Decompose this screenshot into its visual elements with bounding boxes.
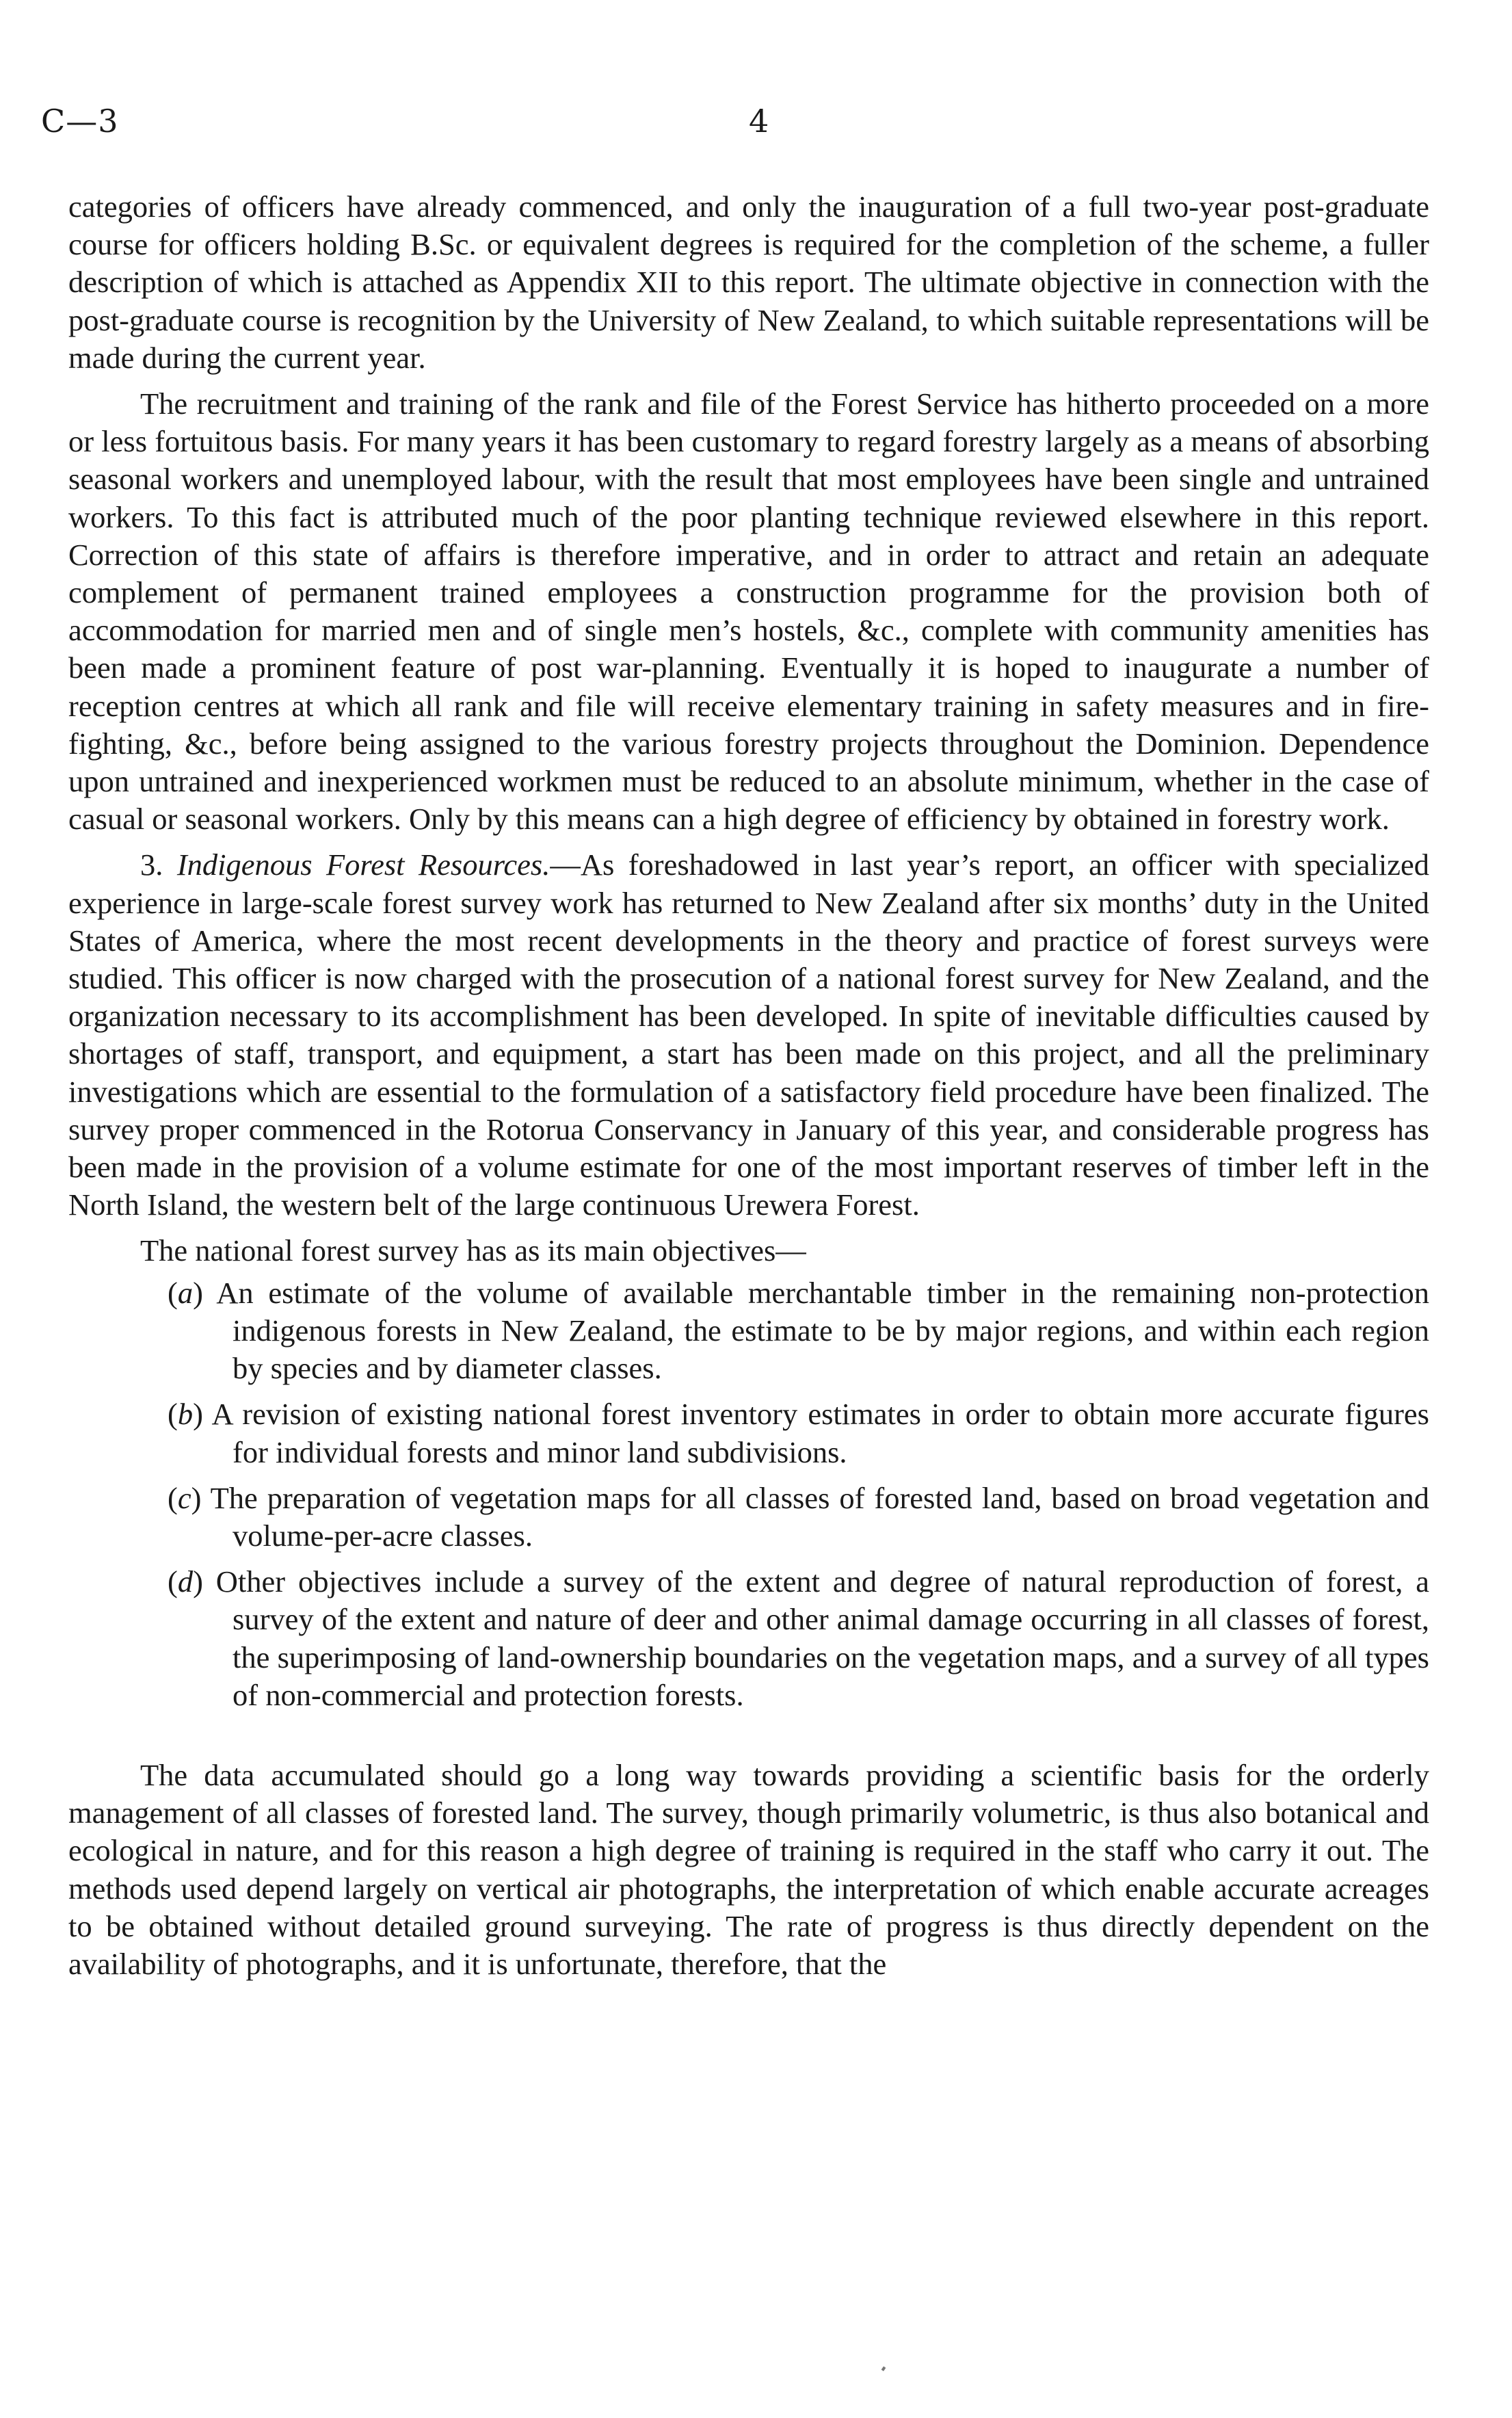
objectives-list bbox=[68, 1274, 1429, 1714]
objective-item bbox=[68, 1395, 1429, 1471]
paragraph-objectives-intro: The national forest survey has as its main objectives— bbox=[140, 1233, 806, 1268]
objective-label: (b) bbox=[168, 1397, 203, 1432]
objective-text: Other objectives include a survey of the extent and degree of natural reproduction of forest, a survey of the extent and nature of deer and other animal damage occurring in all classes of forest, the superimposing of land-ownership boundaries on the vegetation maps, and a survey of all types of non-commercial and protection forests. bbox=[215, 1564, 1429, 1712]
objective-label: (a) bbox=[168, 1275, 203, 1310]
objective-item bbox=[68, 1563, 1429, 1714]
objective-text: A revision of existing national forest inventory estimates in order to obtain more accurate figures for individual forests and minor land subdivisions. bbox=[211, 1397, 1429, 1469]
objective-label: (d) bbox=[168, 1564, 203, 1599]
objective-item bbox=[68, 1480, 1429, 1555]
section-body: —As foreshadowed in last year’s report, an officer with specialized experience in large-scale forest survey work has returned to New Zealand after six months’ duty in the United States of America, where the most recent developments in the theory and practice of forest surveys were studied. This officer is now charged with the prosecution of a national forest survey for New Zealand, and the organization necessary to its accomplishment has been developed. In spite of inevitable difficulties caused by shortages of staff, transport, and equipment, a start has been made on this project, and all the preliminary investigations which are essential to the formulation of a satisfactory field procedure have been finalized. The survey proper commenced in the Rotorua Conservancy in January of this year, and considerable progress has been made in the provision of a volume estimate for one of the most important reserves of timber left in the North Island, the western belt of the large continuous Urewera Forest. bbox=[68, 847, 1429, 1222]
paragraph-recruitment: The recruitment and training of the rank and file of the Forest Service has hitherto proceeded on a more or less fortuitous basis. For many years it has been customary to regard forestry largely as a means of absorbing seasonal workers and unemployed labour, with the result that most employees have been single and untrained workers. To this fact is attributed much of the poor planting technique reviewed elsewhere in this report. Correction of this state of affairs is therefore imperative, and in order to attract and retain an adequate complement of permanent trained employees a construction programme for the provision both of accommodation for married men and of single men’s hostels, &c., complete with community amenities has been made a prominent feature of post war-planning. Eventually it is hoped to inaugurate a number of reception centres at which all rank and file will receive elementary training in safety measures and in fire-fighting, &c., before being assigned to the various forestry projects throughout the Dominion. Dependence upon untrained and inexperienced workmen must be reduced to an absolute minimum, whether in the case of casual or seasonal workers. Only by this means can a high degree of efficiency by obtained in forestry work. bbox=[68, 386, 1429, 837]
paragraph-continuation: categories of officers have already commenced, and only the inauguration of a full two-year post-graduate course for officers holding B.Sc. or equivalent degrees is required for the completion of the scheme, a fuller description of which is attached as Appendix XII to this report. The ultimate objective in connection with the post-graduate course is recognition by the University of New Zealand, to which suitable representations will be made during the current year. bbox=[68, 189, 1429, 375]
document-reference: C—3 bbox=[41, 103, 119, 140]
objective-text: An estimate of the volume of available merchantable timber in the remaining non-protection indigenous forests in New Zealand, the estimate to be by major regions, and within each region by species and by diameter classes. bbox=[216, 1275, 1430, 1386]
paragraph-indigenous-forest bbox=[68, 846, 1429, 1224]
paragraph-data-accumulated: The data accumulated should go a long way towards providing a scientific basis for the orderly management of all classes of forested land. The survey, though primarily volumetric, is thus also botanical and ecological in nature, and for this reason a high degree of training is required in the staff who carry it out. The methods used depend largely on vertical air photographs, the interpretation of which enable accurate acreages to be obtained without detailed ground surveying. The rate of progress is thus directly dependent on the availability of photographs, and it is unfortunate, therefore, that the bbox=[68, 1757, 1429, 1981]
section-number: 3. bbox=[140, 847, 163, 882]
objective-item bbox=[68, 1274, 1429, 1388]
body-text bbox=[68, 188, 1429, 1983]
objective-text: The preparation of vegetation maps for all classes of forested land, based on broad vegetation and volume-per-acre classes. bbox=[210, 1480, 1430, 1553]
page-number: 4 bbox=[749, 103, 769, 140]
objective-label: (c) bbox=[168, 1480, 202, 1515]
page-header bbox=[41, 103, 1422, 150]
scan-speck bbox=[881, 2366, 886, 2371]
section-heading: Indigenous Forest Resources. bbox=[176, 847, 551, 882]
